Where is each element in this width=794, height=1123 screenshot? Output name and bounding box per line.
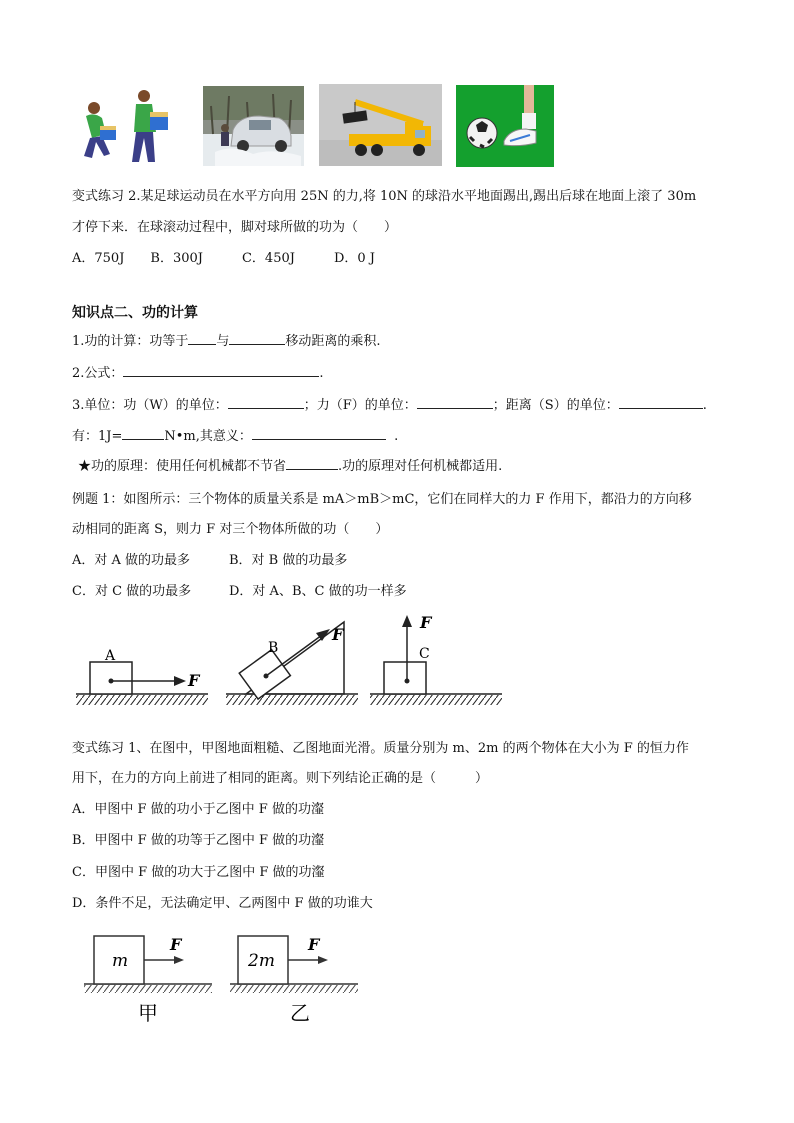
section2-item1 <box>72 330 381 349</box>
work-principle <box>78 455 502 474</box>
kicking-ball-photo <box>456 85 554 167</box>
block-b-figure <box>226 622 358 705</box>
joule-blank[interactable] <box>122 427 164 440</box>
item2-text-b: . <box>319 366 324 381</box>
section2-item3 <box>72 394 707 413</box>
item4-text-c: . <box>394 429 399 444</box>
block-c-figure <box>370 613 502 705</box>
mass-comparison-diagram <box>80 928 370 1028</box>
item3-text-b: ；力（F）的单位： <box>303 398 417 413</box>
example1-option-d: D．对 A、B、C 做的功一样多 <box>229 584 407 599</box>
formula-blank[interactable] <box>123 364 319 377</box>
caption-jia: 甲 <box>138 1001 158 1025</box>
force-unit-blank[interactable] <box>417 396 493 409</box>
item3-text-a: 3.单位：功（W）的单位： <box>72 398 228 413</box>
pushing-car-snow-photo <box>203 86 304 166</box>
item1-blank-1[interactable] <box>188 332 216 345</box>
label-c: C <box>419 646 430 662</box>
label-a: A <box>105 648 116 664</box>
example1-option-b: B．对 B 做的功最多 <box>229 553 348 568</box>
variant1-option-c: C．甲图中 F 做的功大于乙图中 F 做的功瀣 <box>72 865 325 880</box>
jia-figure <box>84 935 212 1025</box>
crane-truck-photo <box>319 84 442 166</box>
item1-text-b: 与 <box>216 334 230 349</box>
variant2-question-line1: 变式练习 2.某足球运动员在水平方向用 25N 的力,将 10N 的球沿水平地面踢出,踢出后球在地面上滚了 30m <box>72 189 697 204</box>
item3-text-c: ；距离（S）的单位： <box>492 398 619 413</box>
force-label-b: F <box>332 625 344 644</box>
label-b: B <box>268 640 279 656</box>
example1-question-line1: 例题 1：如图所示：三个物体的质量关系是 mA＞mB＞mC，它们在同样大的力 F 作用下，都沿力的方向移 <box>72 492 692 507</box>
section2-item4 <box>72 425 398 444</box>
meaning-blank[interactable] <box>252 427 386 440</box>
variant1-option-a: A．甲图中 F 做的功小于乙图中 F 做的功瀣 <box>72 802 324 817</box>
variant1-option-d: D．条件不足，无法确定甲、乙两图中 F 做的功谁大 <box>72 896 373 911</box>
distance-unit-blank[interactable] <box>619 396 703 409</box>
force-label-a: F <box>188 671 200 690</box>
boxes-lifting-photo <box>72 82 182 168</box>
item4-text-b: N•m,其意义： <box>164 429 252 444</box>
work-unit-blank[interactable] <box>228 396 304 409</box>
mass-label-m: m <box>112 951 129 971</box>
force-label-jia: F <box>170 935 182 954</box>
variant2-options: A．750J B．300J C．450J D．0 J <box>72 251 375 266</box>
caption-yi: 乙 <box>290 1001 310 1025</box>
item1-text-c: 移动距离的乘积. <box>285 334 381 349</box>
force-label-yi: F <box>308 935 320 954</box>
item1-blank-2[interactable] <box>229 332 285 345</box>
section2-item2 <box>72 362 324 381</box>
example1-option-a: A．对 A 做的功最多 <box>72 553 191 568</box>
force-label-c: F <box>420 613 432 632</box>
item3-text-d: . <box>702 398 707 413</box>
section2-heading: 知识点二、功的计算 <box>72 305 198 321</box>
variant2-question-line2: 才停下来．在球滚动过程中，脚对球所做的功为（ ） <box>72 220 398 235</box>
block-a-figure <box>76 648 208 705</box>
three-blocks-diagram <box>70 610 510 714</box>
principle-text-b: .功的原理对任何机械都适用. <box>338 459 503 474</box>
variant1-option-b: B．甲图中 F 做的功等于乙图中 F 做的功瀣 <box>72 833 325 848</box>
variant1-question-line1: 变式练习 1、在图中，甲图地面粗糙、乙图地面光滑。质量分别为 m、2m 的两个物体在大小为 F 的恒力作 <box>72 741 689 756</box>
example1-question-line2: 动相同的距离 S，则力 F 对三个物体所做的功（ ） <box>72 522 389 537</box>
principle-blank[interactable] <box>286 457 338 470</box>
mass-label-2m: 2m <box>248 951 275 971</box>
yi-figure <box>230 935 358 1025</box>
principle-text-a: ★功的原理：使用任何机械都不节省 <box>78 459 287 474</box>
variant1-question-line2: 用下，在力的方向上前进了相同的距离。则下列结论正确的是（ ） <box>72 771 489 786</box>
item1-text-a: 1.功的计算：功等于 <box>72 334 189 349</box>
example1-option-c: C．对 C 做的功最多 <box>72 584 192 599</box>
item2-text-a: 2.公式： <box>72 366 124 381</box>
item4-text-a: 有：1J= <box>72 429 123 444</box>
